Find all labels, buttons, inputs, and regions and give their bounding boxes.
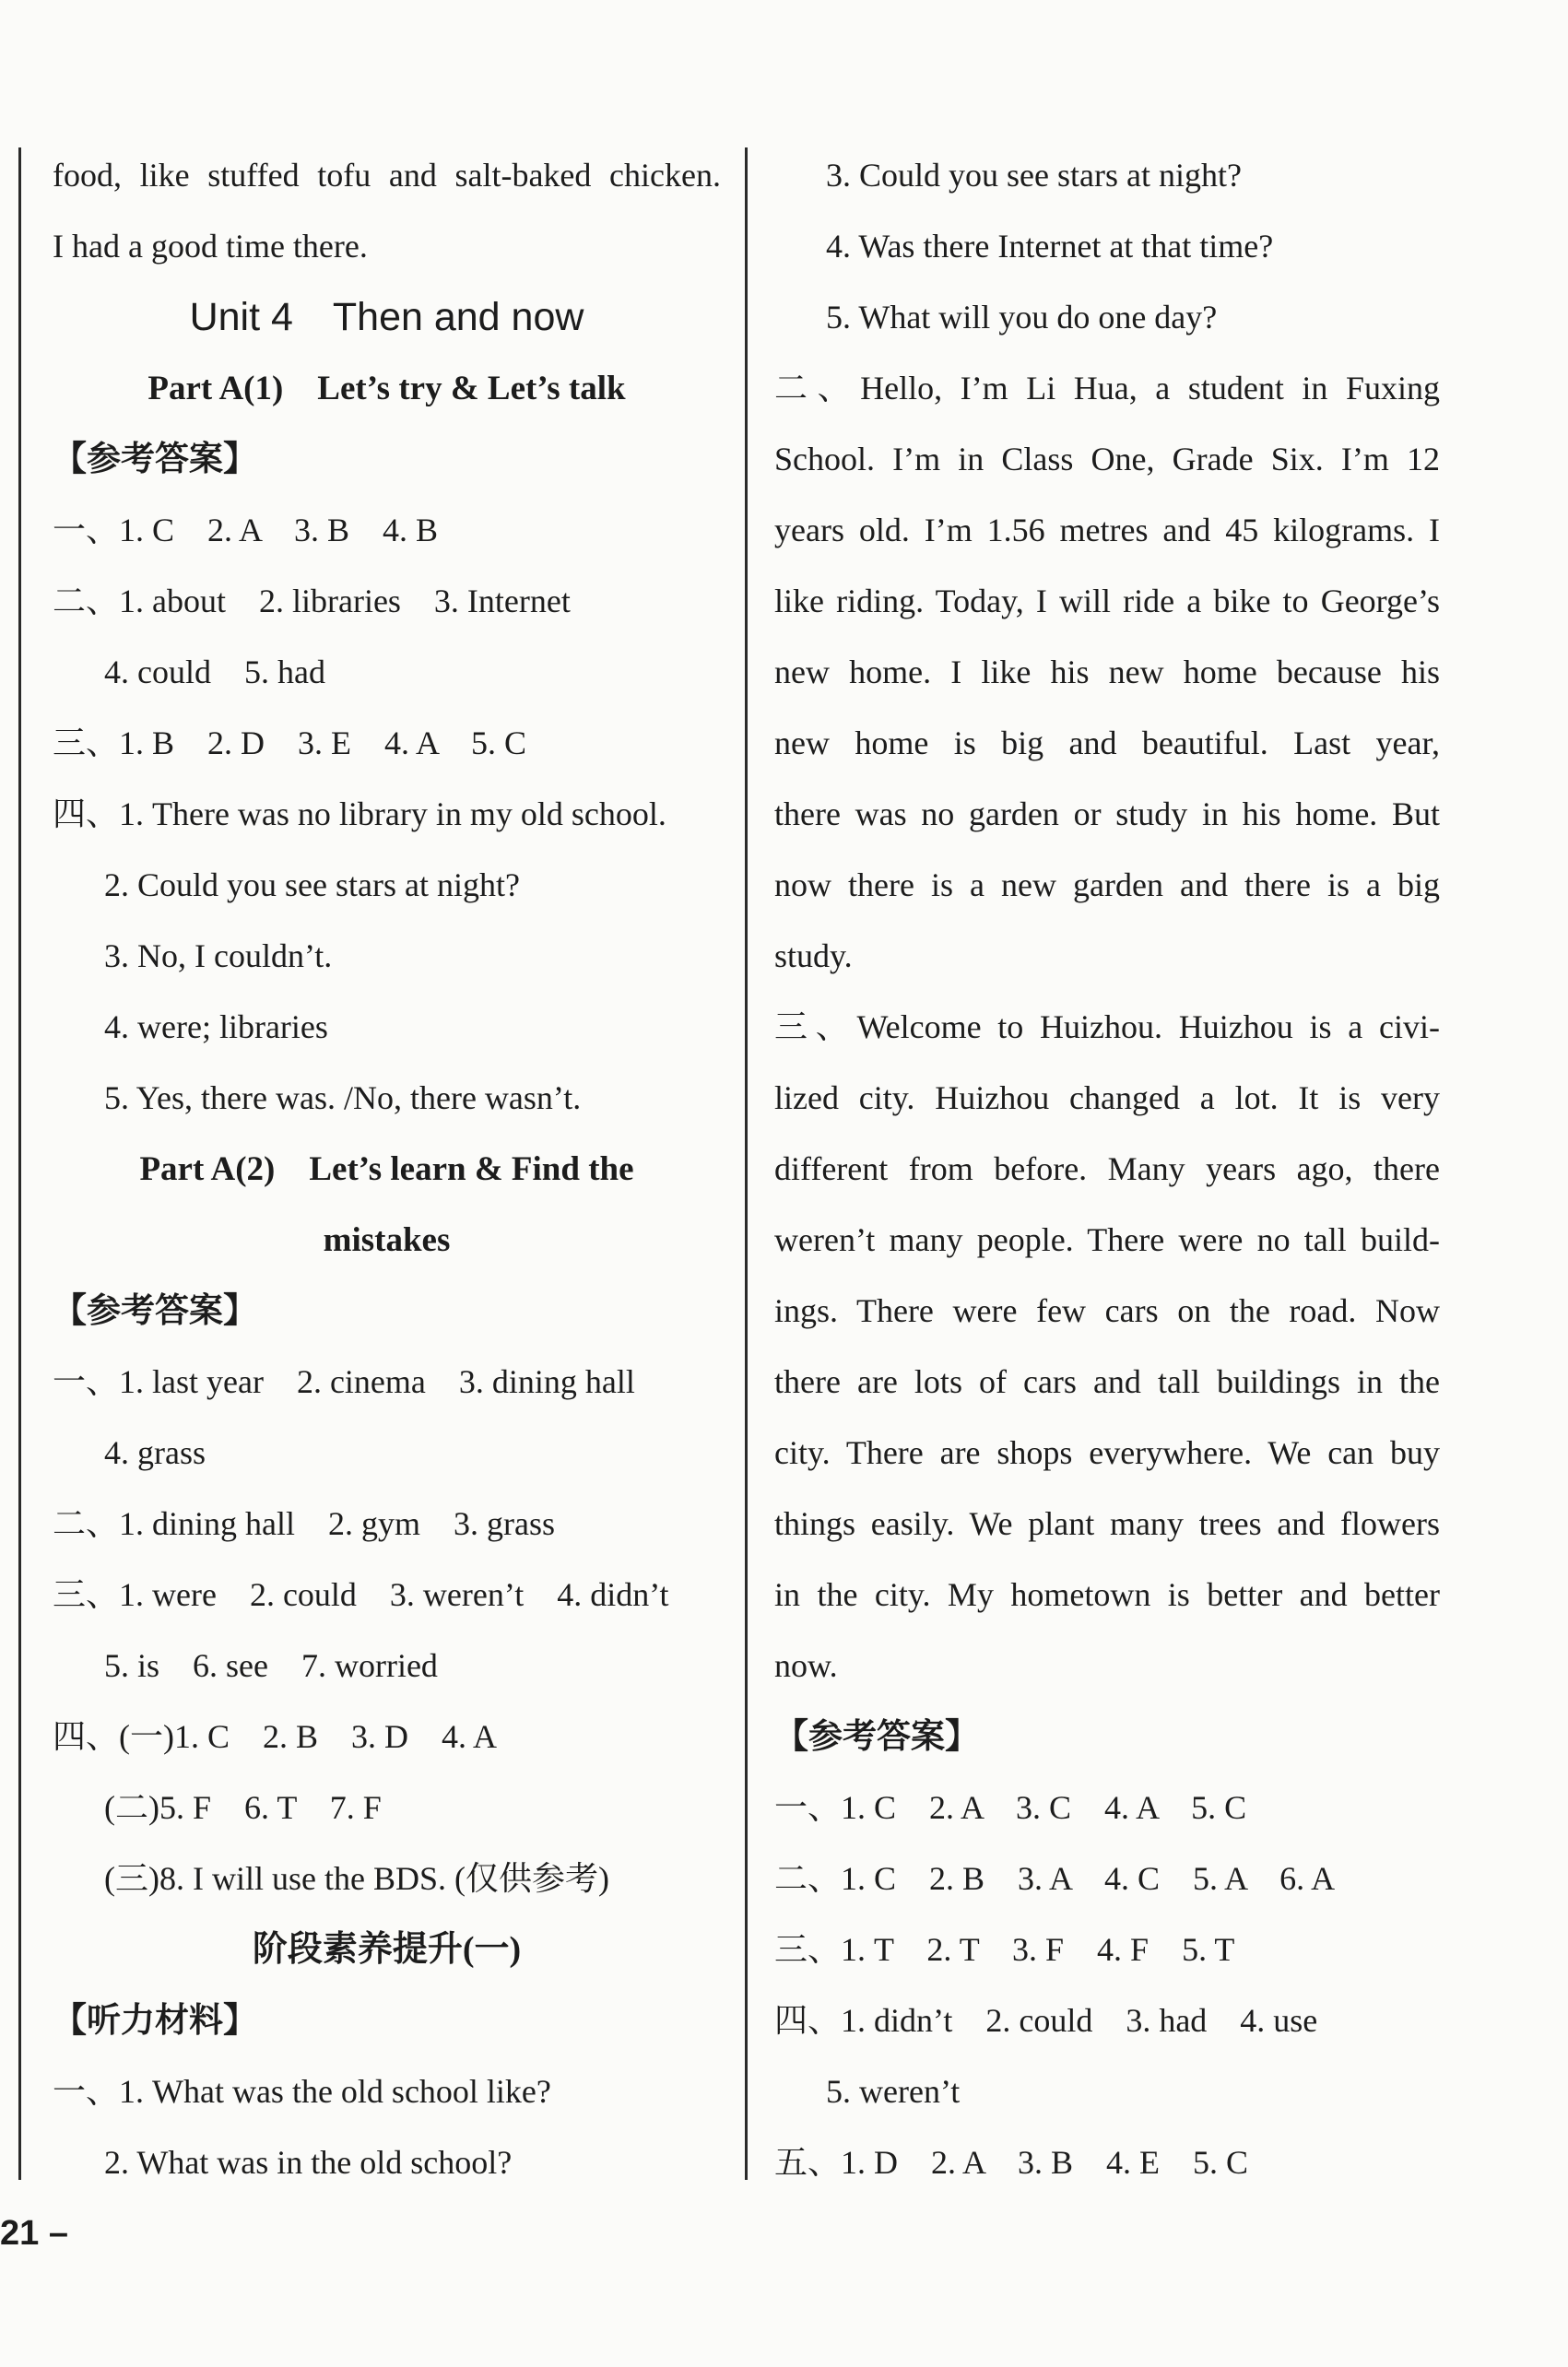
section-title-part-a2: Part A(2) Let’s learn & Find the bbox=[139, 1150, 634, 1188]
paragraph-line: new home is big and beautiful. Last year, bbox=[774, 724, 1440, 761]
answer-line: 五、1. D 2. A 3. B 4. E 5. C bbox=[774, 2144, 1249, 2181]
answer-line: 四、1. didn’t 2. could 3. had 4. use bbox=[774, 2002, 1318, 2039]
answer-line: 三、1. B 2. D 3. E 4. A 5. C bbox=[53, 724, 527, 761]
left-margin-rule bbox=[18, 147, 21, 2180]
left-column bbox=[53, 140, 721, 2198]
answer-line: 二、1. C 2. B 3. A 4. C 5. A 6. A bbox=[774, 1860, 1336, 1897]
listening-heading: 【听力材料】 bbox=[53, 2002, 257, 2040]
paragraph-line: ings. There were few cars on the road. Now bbox=[774, 1292, 1440, 1329]
answer-line: 3. No, I couldn’t. bbox=[104, 937, 333, 974]
answer-line: 4. grass bbox=[104, 1434, 206, 1471]
answer-line: 二、1. dining hall 2. gym 3. grass bbox=[53, 1505, 555, 1542]
listening-line: 一、1. What was the old school like? bbox=[53, 2073, 551, 2110]
paragraph-line: in the city. My hometown is better and better bbox=[774, 1576, 1440, 1613]
answer-line: 二、1. about 2. libraries 3. Internet bbox=[53, 583, 571, 619]
answer-line: 一、1. C 2. A 3. C 4. A 5. C bbox=[774, 1789, 1247, 1826]
paragraph-line: 二、Hello, I’m Li Hua, a student in Fuxing bbox=[774, 370, 1440, 406]
answer-line: (二)5. F 6. T 7. F bbox=[104, 1789, 382, 1826]
paragraph-line: years old. I’m 1.56 metres and 45 kilograms. I bbox=[774, 512, 1440, 548]
column-divider bbox=[745, 147, 748, 2180]
text-line: I had a good time there. bbox=[53, 228, 368, 265]
listening-line: 5. What will you do one day? bbox=[826, 299, 1218, 336]
answer-heading: 【参考答案】 bbox=[53, 1292, 257, 1330]
answer-heading: 【参考答案】 bbox=[774, 1718, 979, 1756]
paragraph-line: School. I’m in Class One, Grade Six. I’m 12 bbox=[774, 441, 1440, 477]
answer-line: 三、1. T 2. T 3. F 4. F 5. T bbox=[774, 1931, 1235, 1968]
answer-line: 四、1. There was no library in my old school. bbox=[53, 795, 666, 832]
paragraph-line: 三、Welcome to Huizhou. Huizhou is a civi- bbox=[774, 1008, 1440, 1045]
answer-line: 4. could 5. had bbox=[104, 654, 325, 690]
paragraph-line: different from before. Many years ago, there bbox=[774, 1150, 1440, 1187]
paragraph-line: study. bbox=[774, 937, 853, 974]
right-column bbox=[774, 140, 1440, 2198]
listening-line: 2. What was in the old school? bbox=[104, 2144, 513, 2181]
paragraph-line: like riding. Today, I will ride a bike to George’s bbox=[774, 583, 1440, 619]
page-number: 21 – bbox=[0, 2214, 68, 2253]
paragraph-line: now there is a new garden and there is a big bbox=[774, 866, 1440, 903]
listening-line: 3. Could you see stars at night? bbox=[826, 157, 1242, 194]
answer-line: 三、1. were 2. could 3. weren’t 4. didn’t bbox=[53, 1576, 669, 1613]
answer-line: (三)8. I will use the BDS. (仅供参考) bbox=[104, 1860, 609, 1897]
section-title-part-a2-cont: mistakes bbox=[323, 1221, 451, 1259]
answer-line: 2. Could you see stars at night? bbox=[104, 866, 520, 903]
paragraph-line: things easily. We plant many trees and flowers bbox=[774, 1505, 1440, 1542]
answer-line: 一、1. last year 2. cinema 3. dining hall bbox=[53, 1363, 635, 1400]
unit-title: Unit 4 Then and now bbox=[189, 295, 584, 339]
answer-line: 一、1. C 2. A 3. B 4. B bbox=[53, 512, 439, 548]
answer-line: 5. is 6. see 7. worried bbox=[104, 1647, 438, 1684]
paragraph-line: now. bbox=[774, 1647, 838, 1684]
listening-line: 4. Was there Internet at that time? bbox=[826, 228, 1274, 265]
answer-line: 4. were; libraries bbox=[104, 1008, 328, 1045]
text-line: food, like stuffed tofu and salt-baked chicken. bbox=[53, 157, 721, 194]
paragraph-line: city. There are shops everywhere. We can buy bbox=[774, 1434, 1440, 1471]
paragraph-line: new home. I like his new home because his bbox=[774, 654, 1440, 690]
answer-line: 5. weren’t bbox=[826, 2073, 961, 2110]
paragraph-line: lized city. Huizhou changed a lot. It is very bbox=[774, 1079, 1440, 1116]
paragraph-line: weren’t many people. There were no tall build- bbox=[774, 1221, 1440, 1258]
paragraph-line: there was no garden or study in his home. But bbox=[774, 795, 1440, 832]
stage-title: 阶段素养提升(一) bbox=[252, 1930, 522, 1969]
answer-line: 5. Yes, there was. /No, there wasn’t. bbox=[104, 1079, 582, 1116]
answer-heading: 【参考答案】 bbox=[53, 441, 257, 478]
answer-line: 四、(一)1. C 2. B 3. D 4. A bbox=[53, 1718, 498, 1755]
paragraph-line: there are lots of cars and tall buildings in the bbox=[774, 1363, 1440, 1400]
section-title-part-a1: Part A(1) Let’s try & Let’s talk bbox=[147, 370, 626, 407]
